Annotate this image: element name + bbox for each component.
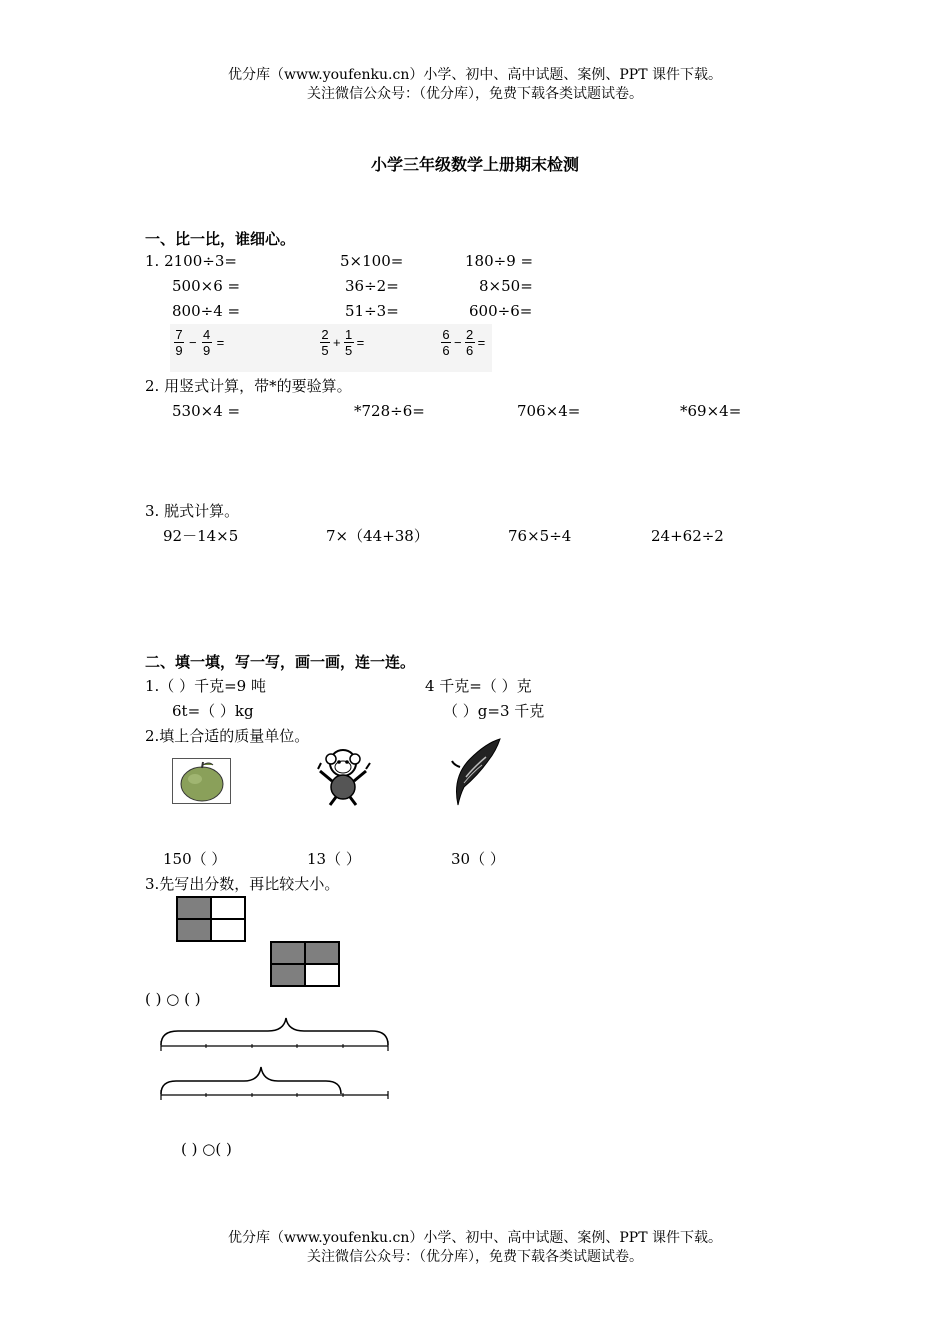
fraction-expr-3: $\frac{6}{6}$ − $\frac{2}{6}$ = — [442, 327, 486, 358]
grid2-cell — [305, 942, 339, 964]
q3-item-2: 7×（44+38） — [326, 527, 429, 545]
s2-q3-label: 3.先写出分数，再比较大小。 — [145, 875, 340, 893]
s2-q2-item-2: 13（ ） — [307, 850, 361, 868]
whale-image — [448, 737, 508, 809]
q2-item-1: 530×4 = — [172, 402, 241, 420]
q1-row2-item3: 8×50= — [479, 277, 533, 295]
s2-q1-c: 6t=（ ）kg — [172, 702, 254, 720]
compare-1: ( ) ○ ( ) — [145, 990, 201, 1008]
q3-item-3: 76×5÷4 — [508, 527, 572, 545]
section-1-heading: 一、比一比，谁细心。 — [145, 230, 296, 248]
page-title: 小学三年级数学上册期末检测 — [370, 155, 579, 174]
q1-row3-item2: 51÷3= — [345, 302, 399, 320]
q1-row3-item1: 800÷4 = — [172, 302, 241, 320]
grid2-cell — [305, 964, 339, 986]
q1-row2-item1: 500×6 = — [172, 277, 241, 295]
footer-line-1: 优分库（www.youfenku.cn）小学、初中、高中试题、案例、PPT 课件下载。 — [227, 1230, 722, 1246]
q1-row1-item2: 5×100= — [340, 252, 404, 270]
header-line-1: 优分库（www.youfenku.cn）小学、初中、高中试题、案例、PPT 课件下载。 — [227, 67, 722, 83]
q1-row3-item3: 600÷6= — [469, 302, 533, 320]
s2-q1-d: （ ）g=3 千克 — [443, 702, 545, 720]
apple-image — [172, 758, 231, 804]
fraction-expr-1: $\frac{7}{9}$ − $\frac{4}{9}$ = — [175, 327, 225, 358]
grid1-cell — [177, 919, 211, 941]
fraction-grid-1 — [176, 896, 246, 942]
s2-q2-item-3: 30（ ） — [451, 850, 505, 868]
fraction-expr-2: $\frac{2}{5}$ + $\frac{1}{5}$ = — [321, 327, 365, 358]
q2-label: 2. 用竖式计算，带*的要验算。 — [145, 377, 352, 395]
q2-item-3: 706×4= — [517, 402, 581, 420]
section-2-heading: 二、填一填，写一写，画一画，连一连。 — [145, 653, 416, 671]
header-line-2: 关注微信公众号：（优分库），免费下载各类试题试卷。 — [307, 86, 643, 102]
brace-diagram — [158, 1015, 394, 1105]
grid2-cell — [271, 964, 305, 986]
grid1-cell — [211, 897, 245, 919]
grid1-cell — [177, 897, 211, 919]
s2-q2-item-1: 150（ ） — [163, 850, 227, 868]
monkey-image — [310, 745, 376, 807]
q2-item-2: *728÷6= — [354, 402, 425, 420]
q3-item-1: 92－14×5 — [163, 527, 239, 545]
footer-line-2: 关注微信公众号：（优分库），免费下载各类试题试卷。 — [307, 1249, 643, 1265]
grid2-cell — [271, 942, 305, 964]
q1-row1-item3: 180÷9 = — [465, 252, 534, 270]
q3-item-4: 24+62÷2 — [651, 527, 724, 545]
q2-item-4: *69×4= — [680, 402, 742, 420]
s2-q1-a: 1.（ ）千克=9 吨 — [145, 677, 266, 695]
s2-q1-b: 4 千克=（ ）克 — [425, 677, 532, 695]
q1-row2-item2: 36÷2= — [345, 277, 399, 295]
s2-q2-label: 2.填上合适的质量单位。 — [145, 727, 310, 745]
compare-2: ( ) ○( ) — [181, 1140, 232, 1158]
grid1-cell — [211, 919, 245, 941]
q1-row1-item1: 1. 2100÷3= — [145, 252, 237, 270]
fraction-grid-2 — [270, 941, 340, 987]
q3-label: 3. 脱式计算。 — [145, 502, 240, 520]
